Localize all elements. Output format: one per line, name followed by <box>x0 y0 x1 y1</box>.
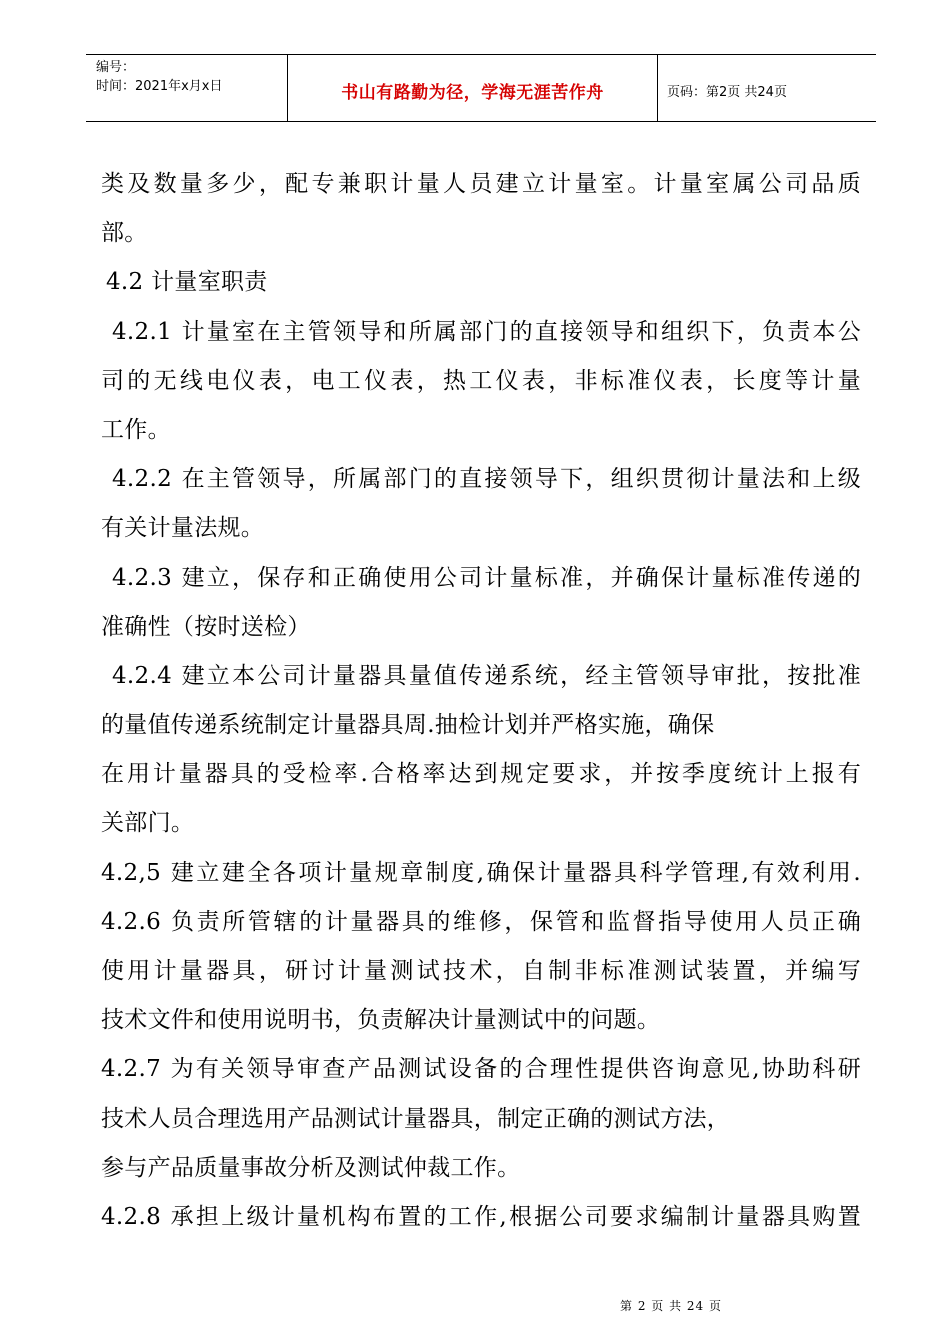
document-number-label: 编号： <box>96 60 136 75</box>
text-line: 司的无线电仪表，电工仪表，热工仪表，非标准仪表，长度等计量 <box>101 367 861 394</box>
text-line: 技术人员合理选用产品测试计量器具，制定正确的测试方法， <box>101 1105 731 1132</box>
text-line: 部。 <box>101 220 148 247</box>
text-line: 参与产品质量事故分析及测试仲裁工作。 <box>101 1154 521 1181</box>
text-line: 4.2.3 建立，保存和正确使用公司计量标准，并确保计量标准传递的 <box>112 564 861 591</box>
text-line: 的量值传递系统制定计量器具周.抽检计划并严格实施，确保 <box>101 712 715 739</box>
text-line: 4.2.2 在主管领导，所属部门的直接领导下，组织贯彻计量法和上级 <box>112 466 861 493</box>
text-line: 关部门。 <box>101 810 195 837</box>
header-motto: 书山有路勤为径，学海无涯苦作舟 <box>341 82 604 103</box>
document-header <box>86 54 876 122</box>
header-page-info-cell <box>658 55 876 121</box>
document-date: 时间：2021年x月x日 <box>96 79 223 94</box>
text-line: 4.2.6 负责所管辖的计量器具的维修，保管和监督指导使用人员正确 <box>101 908 861 935</box>
header-motto-cell <box>288 55 658 121</box>
text-line: 技术文件和使用说明书，负责解决计量测试中的问题。 <box>101 1007 661 1034</box>
text-line: 工作。 <box>101 416 171 443</box>
section-heading: 4.2 计量室职责 <box>106 269 268 296</box>
text-line: 4.2.1 计量室在主管领导和所属部门的直接领导和组织下，负责本公 <box>112 318 861 345</box>
text-line: 有关计量法规。 <box>101 515 265 542</box>
text-line: 4.2.8 承担上级计量机构布置的工作,根据公司要求编制计量器具购置 <box>101 1203 861 1230</box>
text-line: 类及数量多少，配专兼职计量人员建立计量室。计量室属公司品质 <box>101 171 861 197</box>
text-line: 4.2.7 为有关领导审查产品测试设备的合理性提供咨询意见,协助科研 <box>101 1056 861 1083</box>
text-line: 准确性（按时送检） <box>101 613 311 640</box>
text-line: 使用计量器具，研讨计量测试技术，自制非标准测试装置，并编写 <box>101 958 861 984</box>
document-body <box>101 160 861 1242</box>
header-meta <box>86 55 288 121</box>
page-footer: 第 2 页 共 24 页 <box>620 1299 722 1313</box>
header-page-info: 页码：第2页 共24页 <box>667 84 787 100</box>
text-line: 4.2,5 建立建全各项计量规章制度,确保计量器具科学管理,有效利用. <box>101 859 861 886</box>
text-line: 在用计量器具的受检率.合格率达到规定要求，并按季度统计上报有 <box>101 761 861 788</box>
text-line: 4.2.4 建立本公司计量器具量值传递系统，经主管领导审批，按批准 <box>112 662 861 689</box>
